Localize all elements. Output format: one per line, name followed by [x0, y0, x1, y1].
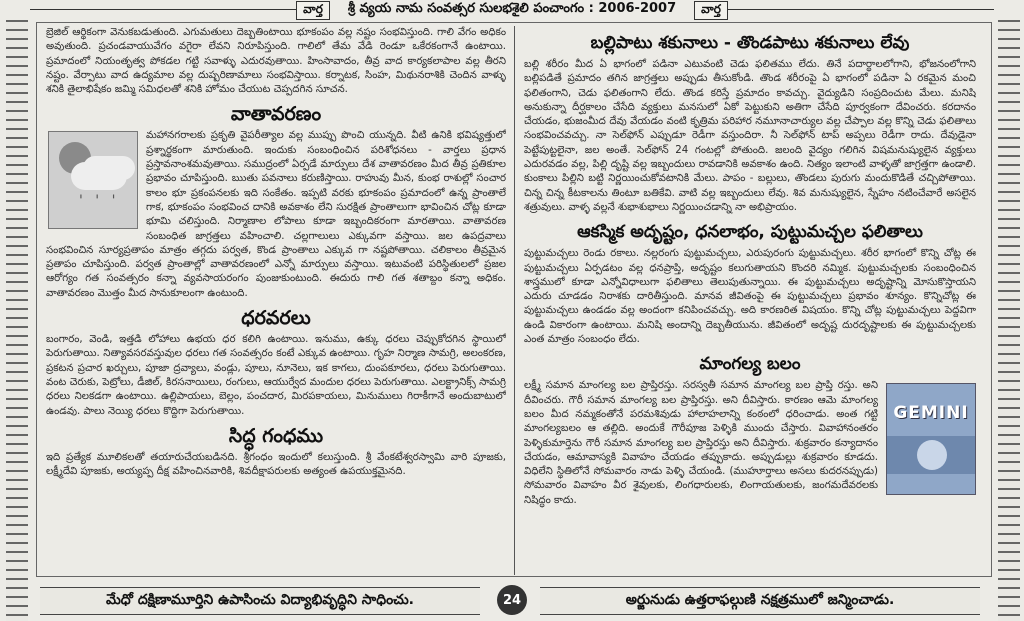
sandal-paragraph: ఇది ప్రత్యేక మూలికలతో తయారుచేయబడినది. శ్రీగంధం ఇందులో కలుస్తుంది. శ్రీ వేంకటేశ్వరస్వామి వారి పూజకు, లక్ష్మీదేవి పూజకు, అయ్యప్ప దీక్ష వహించినవారికి, శివదీక్షాపరులకు అత్యంత ఉపయుక్తమైనది. — [46, 451, 506, 478]
intro-paragraph: బ్రెజిల్ ఆర్థికంగా వెనుకబడుతుంది. ఎగుమతులు దెబ్బతింటాయి భూకంపం వల్ల నష్టం సంభవిస్తుంది. గాలి వేగం అధికం అవుతుంది. ప్రచండవాయువేగం వగైరా లేవని నిరూపిస్తుంది. గాలిలో తేమ వేడి రెండూ ఒకేరకంగానే ఉంటాయి. ప్రమాదంలో నియంతృత్వ పోకడల గట్టి సవాళ్ళు ఎదురవుతాయి. హింసావాదం, తీవ్ర వాద కార్యకలాపాల వల్ల తీరని నష్టం. వేర్పాటు వాద ఉద్యమాల వల్ల దుష్పరిణామాలు సంభవిస్తాయి. కర్నాటక, సింహ, మిథునరాశికి చెందిన వాళ్ళు శనికి తైలాభిషేకం జమ్మి సమిధలతో శనికి హోమం చేయుట చెప్పదగిన సూచన. — [46, 27, 506, 96]
lizard-paragraph: బల్లి శరీరం మీద ఏ భాగంలో పడినా ఎటువంటి చెడు ఫలితము లేదు. తినే పదార్థాలలోగాని, భోజనంలోగాని బల్లిపడితే ప్రమాదం తగిన జాగ్రత్తలు అప్పుడు తీసుకోండి. తొండ శరీరంపై ఏ భాగంలో పడినా ఏ రకమైన మంచి ఫలితంగాని, చెడు ఫలితంగాని లేదు. తొండ కరిస్తే ప్రమాదం కావచ్చు. వైద్యుడిని సంప్రదించుట మేలు. మనిషి అనుకున్నా దీర్ఘకాలం చేసేది వ్యక్తులు మనసులో ఏకో పెట్టుకుని అతిగా చేసేది పూర్వకంగా దేవించరు. కరదానం చేయడం, భుజంమీద దేవు వేయడం వంటి కృత్రిమ పరిహార నమూనాచార్యుల వల్ల చేప్పాల వల్ల కొన్ని చెడు ఫలితాలు సంభవించవచ్చు. నా సెల్‌ఫోన్ ఎప్పుడూ రెడీగా వస్తుందిరా. నీ సెల్‌ఫోన్ టాప్ అప్పలు రెడీగా రాదు. దేవుడైనా పెట్టేపుట్టలైనా, జల అంతే. సెల్‌ఫోన్ 24 గంటల్లో పోతుంది. జలంది వైద్యం గలిగిన విషమనుష్యులైన వ్యక్తులు ఎదురవడం వల్ల, పిల్లి దృష్టి వల్ల ఇబ్బందులు రావడానికి అవకాశం ఉంది. నిత్యం ఇలాంటి వాళ్ళతో జాగ్రత్తగా ఉండాలి. కుంకాలు పిల్లిని బట్టి నిర్ణయించుకోవటానికి మేలు. పాపం - బల్లులు, తొండలు పురుగు మందుకొడితే చచ్చిపోతాయి. చిన్న చిన్న కీటకాలను తింటూ బతికేవి. వాటి వల్ల ఇబ్బందులు లేవు. శివ మనుష్యులైన, స్నేహం నటించేవారే అసలైన శత్రువులు. వాళ్ళ వల్లనే శుభాశుభాలు నిర్ణయించడాన్ని నా అభిప్రాయం. — [524, 59, 976, 213]
left-column — [46, 26, 506, 575]
header-rule-right — [694, 9, 994, 10]
heading-weather: వాతావరణం — [230, 103, 322, 126]
cloud-icon — [71, 162, 127, 190]
page-header — [30, 0, 994, 20]
heading-sandal: సిద్ధ గంధము — [228, 424, 324, 447]
column-divider — [514, 26, 515, 575]
right-decorative-border — [998, 20, 1020, 621]
moles-paragraph: పుట్టుమచ్చలు రెండు రకాలు. నల్లరంగు పుట్టుమచ్చలు, ఎరుపురంగు పుట్టుమచ్చలు. శరీర భాగంలో కొన్ని చోట్ల ఈ పుట్టుమచ్చలు ఏర్పడటం వల్ల ధనప్రాప్తి, అదృష్టం కలుగుతాయని కొందరి నమ్మిక. పుట్టుమచ్చలకు సంబంధించిన శాస్త్రములో కూడా ఎన్నోవిధాలుగా ఫలితాలు తెలుపుతున్నాయి. ఈ పుట్టుమచ్చలు అదృష్టాన్ని మోసుకొస్తాయని ఎదురు చూడడం నిరాశకు దారితీస్తుంది. మానవ జీవితంపై ఈ పుట్టుమచ్చలు ప్రభావం శూన్యం. కొన్నిచోట్ల ఈ పుట్టుమచ్చలు ఉండడం వల్ల అందంగా కనిపించవచ్చు. అది కారణరిత విషయం. కొన్ని చోట్ల పుట్టుమచ్చలు పెద్దవిగా ఉండి వికారంగా ఉంటాయి. మనిషి అందాన్ని దెబ్బతీయును. జీవితంలో అదృష్ట దురదృష్టాలకు ఈ పుట్టుమచ్చలకు ఎంత మాత్రం సంబంధం లేదు. — [524, 248, 976, 346]
heading-mangalya: మాంగల్య బలం — [699, 354, 801, 375]
mangalya-paragraph: లక్ష్మీ సమాన మాంగల్య బల ప్రాప్తిరస్తు. సరస్వతీ సమాన మాంగల్య బల ప్రాప్తి రస్తు. అని దీవించరు. గౌరీ సమాన మాంగల్య బల ప్రాప్తిరస్తు. అని దీవిస్తారు. కారణం ఆమె మాంగల్య బలం మీద నమ్మకంతోనే పరమశివుడు హాలాహలాన్ని కంఠంలో ధరించాడు. అంత గట్టి మాంగల్యబలం ఆ తల్లిది. అందుకే గౌరీపూజ పెళ్ళికి ముందు చేస్తారు. వివాహానంతరం పెళ్ళికుమార్తెను గౌరీ సమాన మాంగల్య బల ప్రాప్తిరస్తు అని దీవిస్తారు. శుక్రవారం కన్యాదానం చేయడం, ఆమావాస్యకి వివాహం చేయడం తప్పుకాదు. అప్పుడుల్లు శుక్రవారం కూడదు. విధిలేని స్థితిలోనే సోమవారం నాడు పెళ్ళి చేయండి. (ముహూర్తాలు అసలు కుదరనప్పుడు) సోమవారం వివాహం వీర శైవులకు, లింగధారులకు, లింగాయతులకు, జంగమదేవరలకు నిషిద్ధం కాదు. — [524, 380, 878, 506]
heading-lizard: బల్లిపాటు శకునాలు - తొండపాటు శకునాలు లేవు — [590, 33, 910, 53]
heading-prices: ధరవరలు — [241, 307, 311, 330]
page-number-badge: 24 — [497, 585, 527, 615]
heading-moles: ఆకస్మిక అదృష్టం, ధనలాభం, పుట్టుమచ్చల ఫలితాలు — [577, 222, 923, 243]
rain-icon: ' ' ' — [79, 193, 120, 210]
header-title: శ్రీ వ్యయ నామ సంవత్సర సులభశైలి పంచాంగం : 2006-2007 — [342, 1, 682, 19]
footer-left-caption: మేధో దక్షిణామూర్తిని ఉపాసించు విద్యాభివృద్ధిని సాధించు. — [40, 587, 480, 615]
header-logo-right: వార్త — [694, 1, 728, 20]
weather-paragraph: మహానగరాలకు ప్రకృతి వైపరీత్యాల వల్ల ముప్పు పొంచి యున్నది. వీటి ఉనికి భవిష్యత్తులో ప్రశ్నార్థకంగా మారుతుంది. ఇందుకు సంబంధించిన పరిశోధనలు - వార్తలు ప్రధాన ప్రస్తావనాంశమవుతాయి. సముద్రంలో ఏర్పడే మార్పులు దేశ వాతావరణం మీద తీవ్ర ప్రతికూల ప్రభావం చూపిస్తుంది. ఋతు పవనాలు కరుణిస్తాయి. రాహువు మీన, కుంభ రాశుల్లో సంచార కాలం భూ ప్రకంపనలకు ఇది సంకేతం. ఇప్పటి వరకు భూకంపం ప్రమాదంలో ఉన్న ప్రాంతాలే గాక, భూకంపం సంభవించ దానికి అవకాశం లేని సురక్షిత ప్రాంతాలుగా భావించిన చోట్ల కూడా భూమి చలిస్తుంది. నిర్మాణాల లోపాలు కూడా ఇబ్బందికరంగా మారతాయి. వాతావరణ సంబంధిత జాగ్రత్తలు వహించాలి. చల్లగాలులు ఎక్కువగా వస్తాయి. జల ఉపద్రవాలు సంభవించిన సూర్యప్రతాపం మాత్రం తగ్గదు పర్వత, కొండ ప్రాంతాలు ఎక్కువ గా నష్టపోతాయి. చలికాలం తీవ్రమైన ప్రతాపం చూపిస్తుంది. పర్వత ప్రాంతాల్లో వాతావరణంలో ఎన్నో మార్పులు వస్తాయి. ఇటువంటి పరిస్థితులలో ప్రజల ఆరోగ్యం గత సంవత్సరం కన్నా వ్యవసాయరంగం పుంజుకుంటుంది. ఈదురు గాలి గత శతాబ్దం కన్నా అధికం. వాతావరణం మొత్తం మీద సానుకూలంగా ఉంటుంది. — [46, 130, 506, 299]
header-logo-left: వార్త — [296, 1, 330, 20]
footer-right-caption: అర్జునుడు ఉత్తరాఫల్గుణి నక్షత్రములో జన్మించాడు. — [540, 587, 980, 615]
prices-paragraph: బంగారం, వెండి, ఇత్తడి లోహాలు ఉభయ ధర కలిగి ఉంటాయి. ఇనుము, ఉక్కు ధరలు చెప్పుకోదగిన స్థాయిలో పెరుగుతాయి. నిత్యావసరవస్తువుల ధరలు గత సంవత్సరం కంటే ఎక్కువ ఉంటాయి. గృహ నిర్మాణ సామగ్రి, అలంకరణ, ప్రకటన ప్రచార ఖర్చులు, పూజా ద్రవ్యాలు, వండ్లు, పూలు, నూనెలు, ఇక కాగలు, దుంపకూరలు, ధరలు పెరుగుతాయి. వంట చెరుకు, పెట్రోలు, డీజిల్, కిరసనాయిలు, రంగులు, ఆయుర్వేద మందుల ధరలు పెరుగుతాయి. ఎలక్ట్రానిక్స్ సామగ్రి ధరలు నిలకడగా ఉంటాయి. ఉల్లిపాయలు, బెల్లం, పంచదార, మిరపకాయలు, మినుములు గిరాకీగానే అందుబాటులో ఉండవు. పాలు నెయ్యి ధరలు కొద్దిగా పెరుగుతాయి. — [46, 334, 506, 417]
header-rule-left — [30, 9, 330, 10]
page-footer — [0, 581, 1024, 621]
left-decorative-border — [6, 20, 28, 621]
gemini-product-ad — [886, 383, 976, 495]
right-column — [524, 26, 976, 575]
weather-cloud-icon — [48, 131, 138, 229]
ad-brand-label: GEMINI — [893, 403, 969, 424]
